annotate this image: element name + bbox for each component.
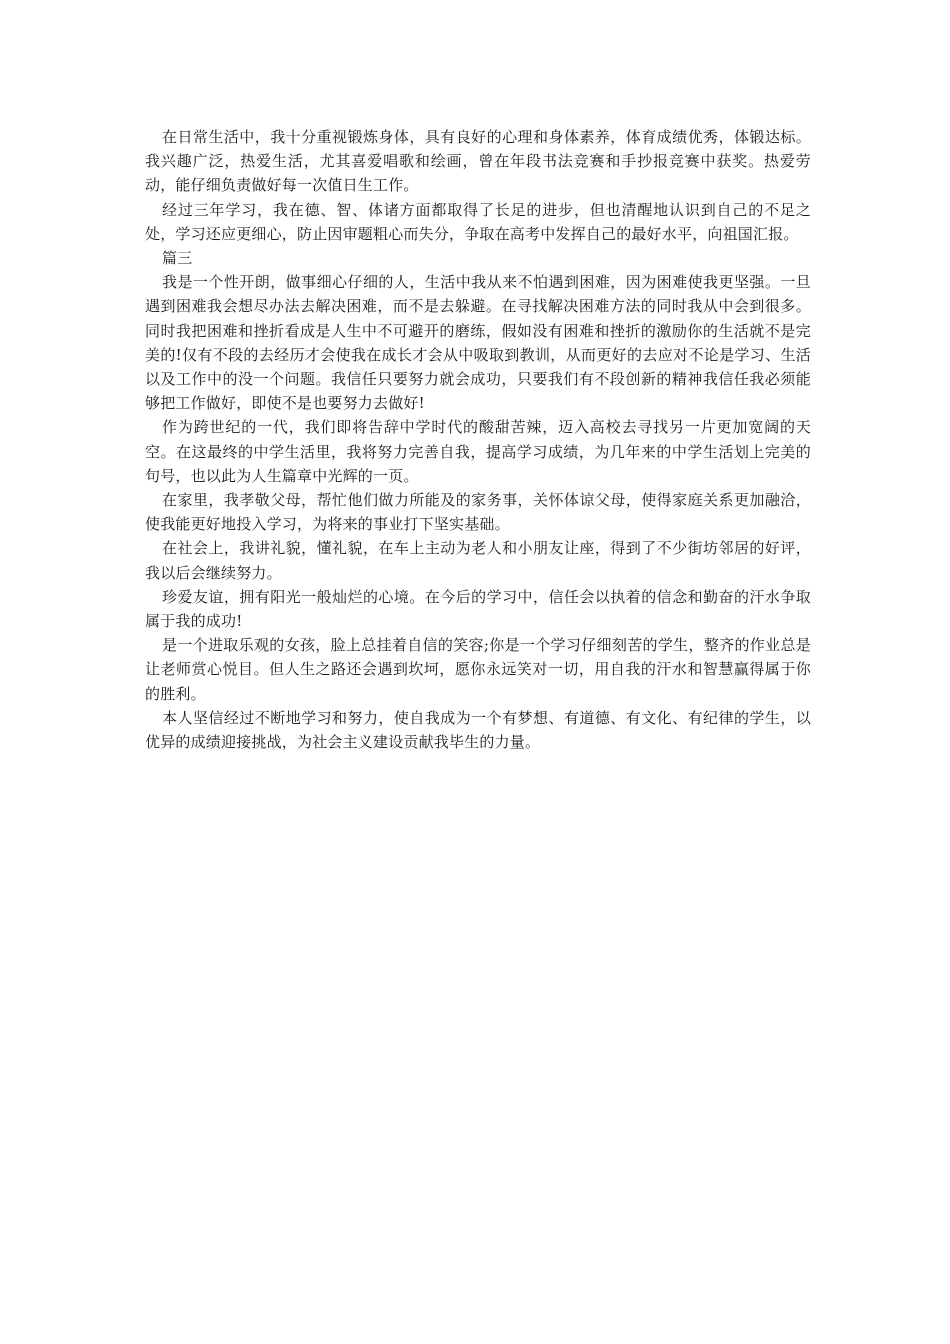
paragraph-2: 经过三年学习，我在德、智、体诸方面都取得了长足的进步，但也清醒地认识到自己的不足之处，学习还应更细心，防止因审题粗心而失分，争取在高考中发挥自己的最好水平，向祖国汇报。 [145,200,811,243]
paragraph-8: 是一个进取乐观的女孩，脸上总挂着自信的笑容;你是一个学习仔细刻苦的学生，整齐的作业总是让老师赏心悦目。但人生之路还会遇到坎坷，愿你永远笑对一切，用自我的汗水和智慧赢得属于你的胜利。 [145,636,811,703]
paragraph-7: 珍爱友谊，拥有阳光一般灿烂的心境。在今后的学习中，信任会以执着的信念和勤奋的汗水争取属于我的成功! [145,587,811,631]
paragraph-9: 本人坚信经过不断地学习和努力，使自我成为一个有梦想、有道德、有文化、有纪律的学生，以优异的成绩迎接挑战，为社会主义建设贡献我毕生的力量。 [145,708,811,752]
section-heading-pian-san: 篇三 [162,249,193,268]
paragraph-6: 在社会上，我讲礼貌，懂礼貌，在车上主动为老人和小朋友让座，得到了不少街坊邻居的好评，我以后会继续努力。 [145,539,811,582]
paragraph-1: 在日常生活中，我十分重视锻炼身体，具有良好的心理和身体素养，体育成绩优秀，体锻达标。我兴趣广泛，热爱生活，尤其喜爱唱歌和绘画，曾在年段书法竞赛和手抄报竞赛中获奖。热爱劳动，能仔细负责做好每一次值日生工作。 [145,128,811,195]
paragraph-5: 在家里，我孝敬父母，帮忙他们做力所能及的家务事，关怀体谅父母，使得家庭关系更加融洽，使我能更好地投入学习，为将来的事业打下坚实基础。 [145,491,811,534]
paragraph-3: 我是一个性开朗，做事细心仔细的人，生活中我从来不怕遇到困难，因为困难使我更坚强。一旦遇到困难我会想尽办法去解决困难，而不是去躲避。在寻找解决困难方法的同时我从中会到很多。同时我把困难和挫折看成是人生中不可避开的磨练，假如没有困难和挫折的激励你的生活就不是完美的!仅有不段的去经历才会使我在成长才会从中吸取到教训，从而更好的去应对不论是学习、生活以及工作中的没一个问题。我信任只要努力就会成功，只要我们有不段创新的精神我信任我必须能够把工作做好，即使不是也要努力去做好! [145,273,811,413]
document-body [145,125,811,754]
paragraph-4: 作为跨世纪的一代，我们即将告辞中学时代的酸甜苦辣，迈入高校去寻找另一片更加宽阔的天空。在这最终的中学生活里，我将努力完善自我，提高学习成绩，为几年来的中学生活划上完美的句号，也以此为人生篇章中光辉的一页。 [145,418,811,485]
